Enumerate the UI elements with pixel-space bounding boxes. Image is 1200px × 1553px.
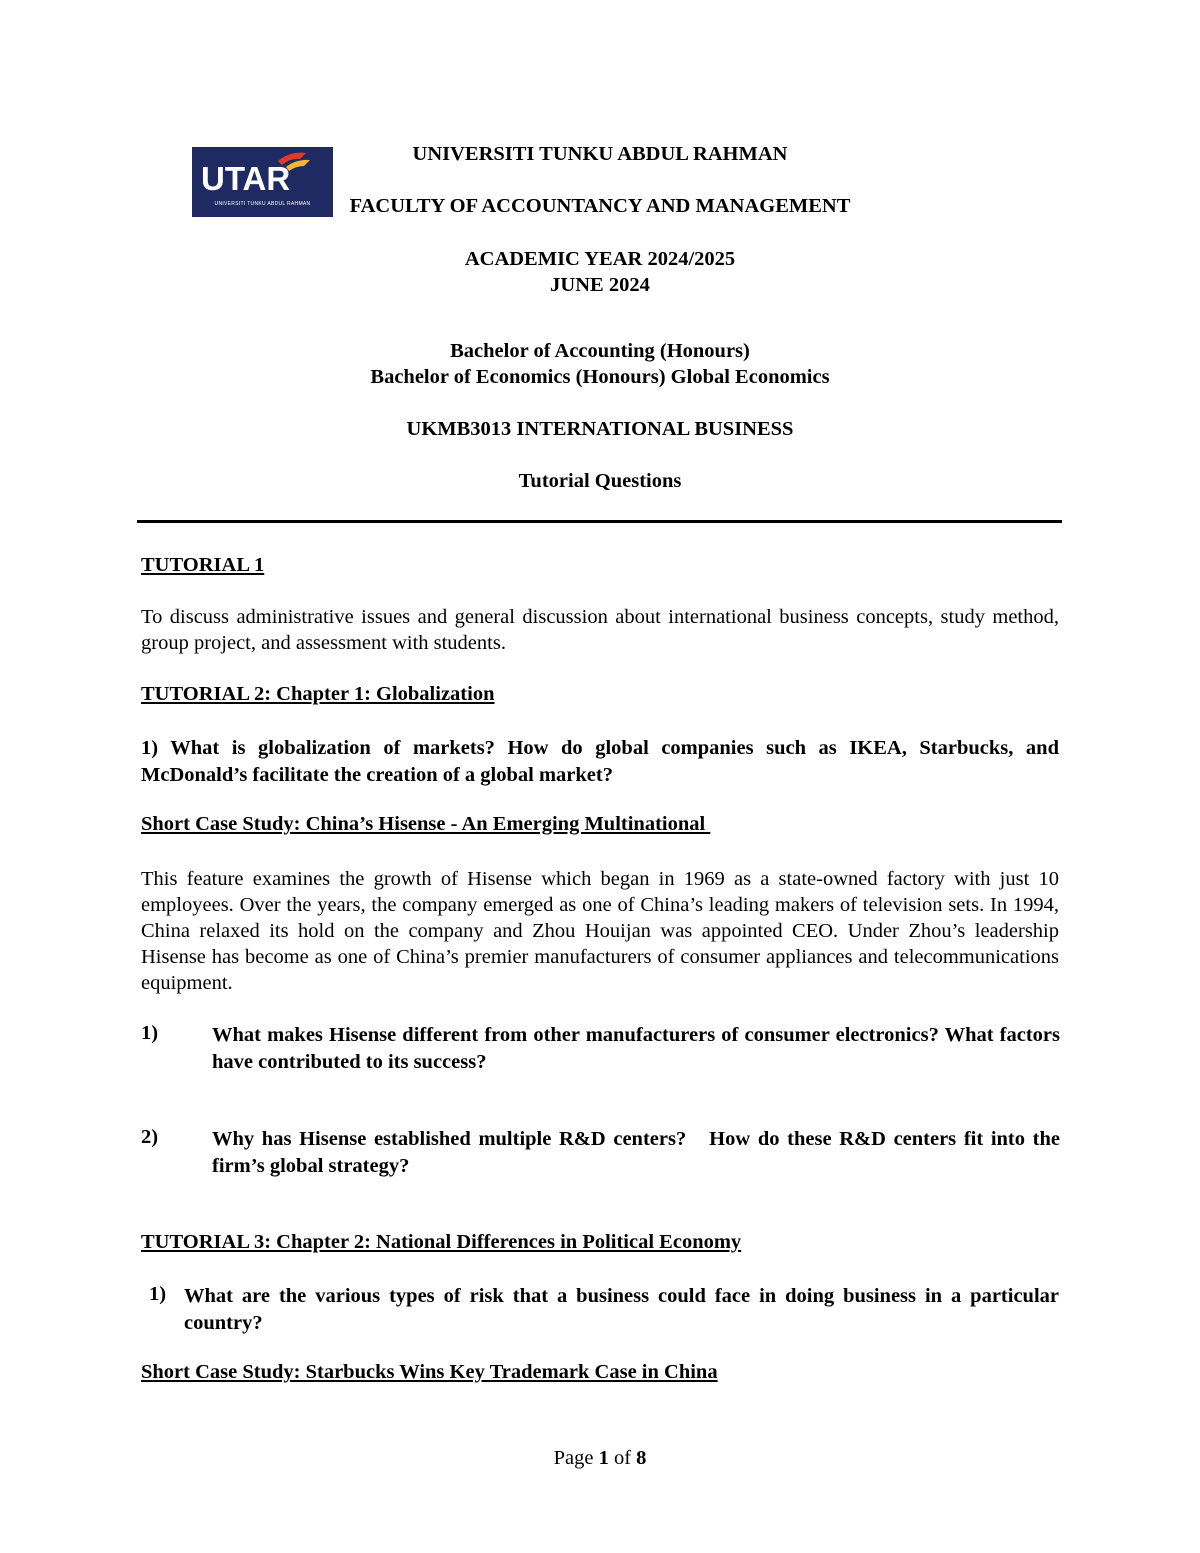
faculty-name: FACULTY OF ACCOUNTANCY AND MANAGEMENT	[349, 195, 851, 217]
tutorial-3-question-text: What are the various types of risk that a business could face in doing business in a particular country?	[184, 1285, 1059, 1334]
tutorial-1-body: To discuss administrative issues and general discussion about international business concepts, study method, group project, and assessment with students.	[141, 606, 1059, 654]
case-question-number: 2)	[141, 1126, 159, 1148]
programme-accounting: Bachelor of Accounting (Honours)	[450, 340, 750, 362]
tutorial-2-case-heading: Short Case Study: China’s Hisense - An Emerging Multinational	[141, 813, 711, 835]
header-divider	[137, 520, 1062, 523]
tutorial-3-question-number: 1)	[149, 1283, 167, 1305]
page-number: 1	[598, 1447, 609, 1469]
case-question-text: Why has Hisense established multiple R&D centers? How do these R&D centers fit into the firm’s global strategy?	[212, 1128, 1066, 1177]
logo-text: UTAR	[201, 160, 291, 197]
case-question-text: What makes Hisense different from other manufacturers of consumer electronics? What factors have contributed to its success?	[212, 1024, 1060, 1073]
page-total: 8	[636, 1447, 647, 1469]
academic-year: ACADEMIC YEAR 2024/2025	[464, 248, 736, 270]
tutorial-1-heading: TUTORIAL 1	[141, 554, 265, 576]
session: JUNE 2024	[550, 274, 650, 296]
tutorial-2-heading: TUTORIAL 2: Chapter 1: Globalization	[141, 683, 495, 705]
tutorial-2-case-body: This feature examines the growth of Hisense which began in 1969 as a state-owned factory with just 10 employees. Over the years, the company emerged as one of China’s leading makers of television sets. In 1994, China relaxed its hold on the company and Zhou Houijan was appointed CEO. Under Zhou’s leadership Hisense has become as one of China’s premier manufacturers of consumer appliances and telecommunications equipment.	[141, 868, 1059, 994]
page-word: Page	[553, 1447, 594, 1469]
of-word: of	[613, 1447, 632, 1469]
programme-economics: Bachelor of Economics (Honours) Global Economics	[370, 366, 830, 388]
course-title: UKMB3013 INTERNATIONAL BUSINESS	[406, 418, 794, 440]
document-type: Tutorial Questions	[518, 470, 682, 492]
tutorial-3-heading: TUTORIAL 3: Chapter 2: National Differences in Political Economy	[141, 1231, 742, 1253]
case-question-number: 1)	[141, 1022, 159, 1044]
university-name: UNIVERSITI TUNKU ABDUL RAHMAN	[412, 143, 788, 165]
tutorial-2-question-1: 1) What is globalization of markets? How do global companies such as IKEA, Starbucks, and McDonald’s facilitate the creation of a global market?	[141, 737, 1059, 786]
tutorial-3-case-heading: Short Case Study: Starbucks Wins Key Trademark Case in China	[141, 1361, 718, 1383]
logo-subtext: UNIVERSITI TUNKU ABDUL RAHMAN	[214, 201, 311, 207]
page-footer	[0, 1447, 1200, 1470]
